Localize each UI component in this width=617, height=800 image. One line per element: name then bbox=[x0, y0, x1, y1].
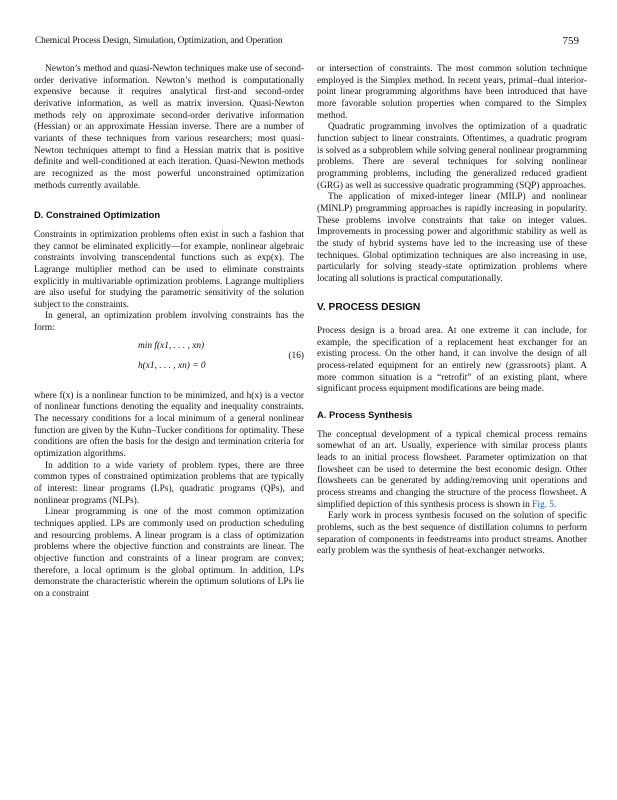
paragraph: In addition to a wide variety of problem types, there are three common types of constrained optimization problems that are typically of interest: linear programs (LPs), quadratic programs (QPs), and nonlinear programs (NLPs). bbox=[34, 460, 304, 506]
equation-16 bbox=[34, 341, 304, 385]
paragraph: Newton’s method and quasi-Newton techniques make use of second-order derivative information. Newton’s method is computationally expensive because it requires analytical first-and second-order derivative information, as well as matrix inversion. Quasi-Newton methods rely on approximate second-order derivative information (Hessian) or an approximate Hessian inverse. There are a number of variants of these techniques from various researchers; most quasi-Newton techniques attempt to find a Hessian matrix that is positive definite and well-conditioned at each iteration. Quasi-Newton methods are recognized as the most powerful unconstrained optimization methods currently available. bbox=[34, 64, 304, 191]
running-head bbox=[35, 36, 579, 50]
page-number: 759 bbox=[562, 35, 579, 47]
paragraph: Process design is a broad area. At one extreme it can include, for example, the specification of a replacement heat exchanger for an existing process. On the other hand, it can involve the design of all process-related equipment for an entirely new (grassroots) plant. A more common situation is a “retrofit” of an existing plant, where significant process equipment modifications are being made. bbox=[317, 326, 587, 395]
paragraph: In general, an optimization problem involving constraints has the form: bbox=[34, 311, 304, 334]
section-heading: V. PROCESS DESIGN bbox=[317, 302, 421, 314]
paragraph: Early work in process synthesis focused on the solution of specific problems, such as the best sequence of distillation columns to perform separation of components in feedstreams into product streams. Another early problem was the synthesis of heat-exchanger networks. bbox=[317, 511, 587, 557]
equation-number: (16) bbox=[288, 350, 304, 361]
paragraph: Linear programming is one of the most common optimization techniques applied. LPs are commonly used on production scheduling and resourcing problems. A linear program is a class of optimization problems where the objective function and constraints are linear. The objective function and constraints of a linear program are convex; therefore, a local optimum is the global optimum. In addition, LPs demonstrate the characteristic wherein the optimum solutions of LPs lie on a constraint bbox=[34, 507, 304, 599]
paragraph: The application of mixed-integer linear (MILP) and nonlinear (MINLP) programming approaches is rapidly increasing in popularity. These problems involve constraints that take on integer values. Improvements in processing power and algorithmic stability as well as the study of hybrid systems have led to the increasing use of these techniques. Global optimization techniques are also increasing in use, particularly for solving steady-state optimization problems where locating all solutions is practical computationally. bbox=[317, 192, 587, 284]
running-title: Chemical Process Design, Simulation, Optimization, and Operation bbox=[35, 36, 283, 46]
paragraph: Constraints in optimization problems often exist in such a fashion that they cannot be eliminated explicitly—for example, nonlinear algebraic constraints involving transcendental functions such as exp(x). The Lagrange multiplier method can be used to eliminate constraints explicitly in multivariable optimization problems. Lagrange multipliers are also useful for studying the parametric sensitivity of the solution subject to the constraints. bbox=[34, 229, 304, 310]
right-column bbox=[317, 64, 587, 558]
figure-link[interactable]: Fig. 5. bbox=[532, 499, 557, 510]
section-heading: A. Process Synthesis bbox=[317, 409, 413, 421]
paragraph: where f(x) is a nonlinear function to be minimized, and h(x) is a vector of nonlinear functions denoting the equality and inequality constraints. The necessary conditions for a local minimum of a general nonlinear function are given by the Kuhn–Tucker conditions for optimality. These conditions are often the basis for the design and termination criteria for optimization algorithms. bbox=[34, 390, 304, 460]
paragraph-text: The conceptual development of a typical chemical process remains somewhat of an art. Usually, experience with similar process plants leads to an initial process flowsheet. Parameter optimization on that flowsheet can be used to determine the best economic design. Other flowsheets can be generated by adding/removing unit operations and process streams and changing the structure of the process flowsheet. A simplified depiction of this synthesis process is shown in bbox=[317, 429, 587, 510]
paragraph bbox=[317, 430, 587, 512]
left-column bbox=[34, 64, 304, 601]
equation-line: min f(x1, . . . , xn) bbox=[138, 340, 205, 351]
paragraph: or intersection of constraints. The most common solution technique employed is the Simplex method. In recent years, primal–dual interior-point linear programming algorithms have been introduced that have more favorable solution properties when compared to the Simplex method. bbox=[317, 64, 587, 121]
equation-line: h(x1, . . . , xn) = 0 bbox=[138, 360, 206, 371]
paragraph: Quadratic programming involves the optimization of a quadratic function subject to linear constraints. Oftentimes, a quadratic program is solved as a subproblem while solving general nonlinear programming problems. There are several techniques for solving nonlinear programming problems, including the generalized reduced gradient (GRG) as well as successive quadratic programming (SQP) approaches. bbox=[317, 122, 587, 191]
section-heading: D. Constrained Optimization bbox=[34, 209, 161, 221]
